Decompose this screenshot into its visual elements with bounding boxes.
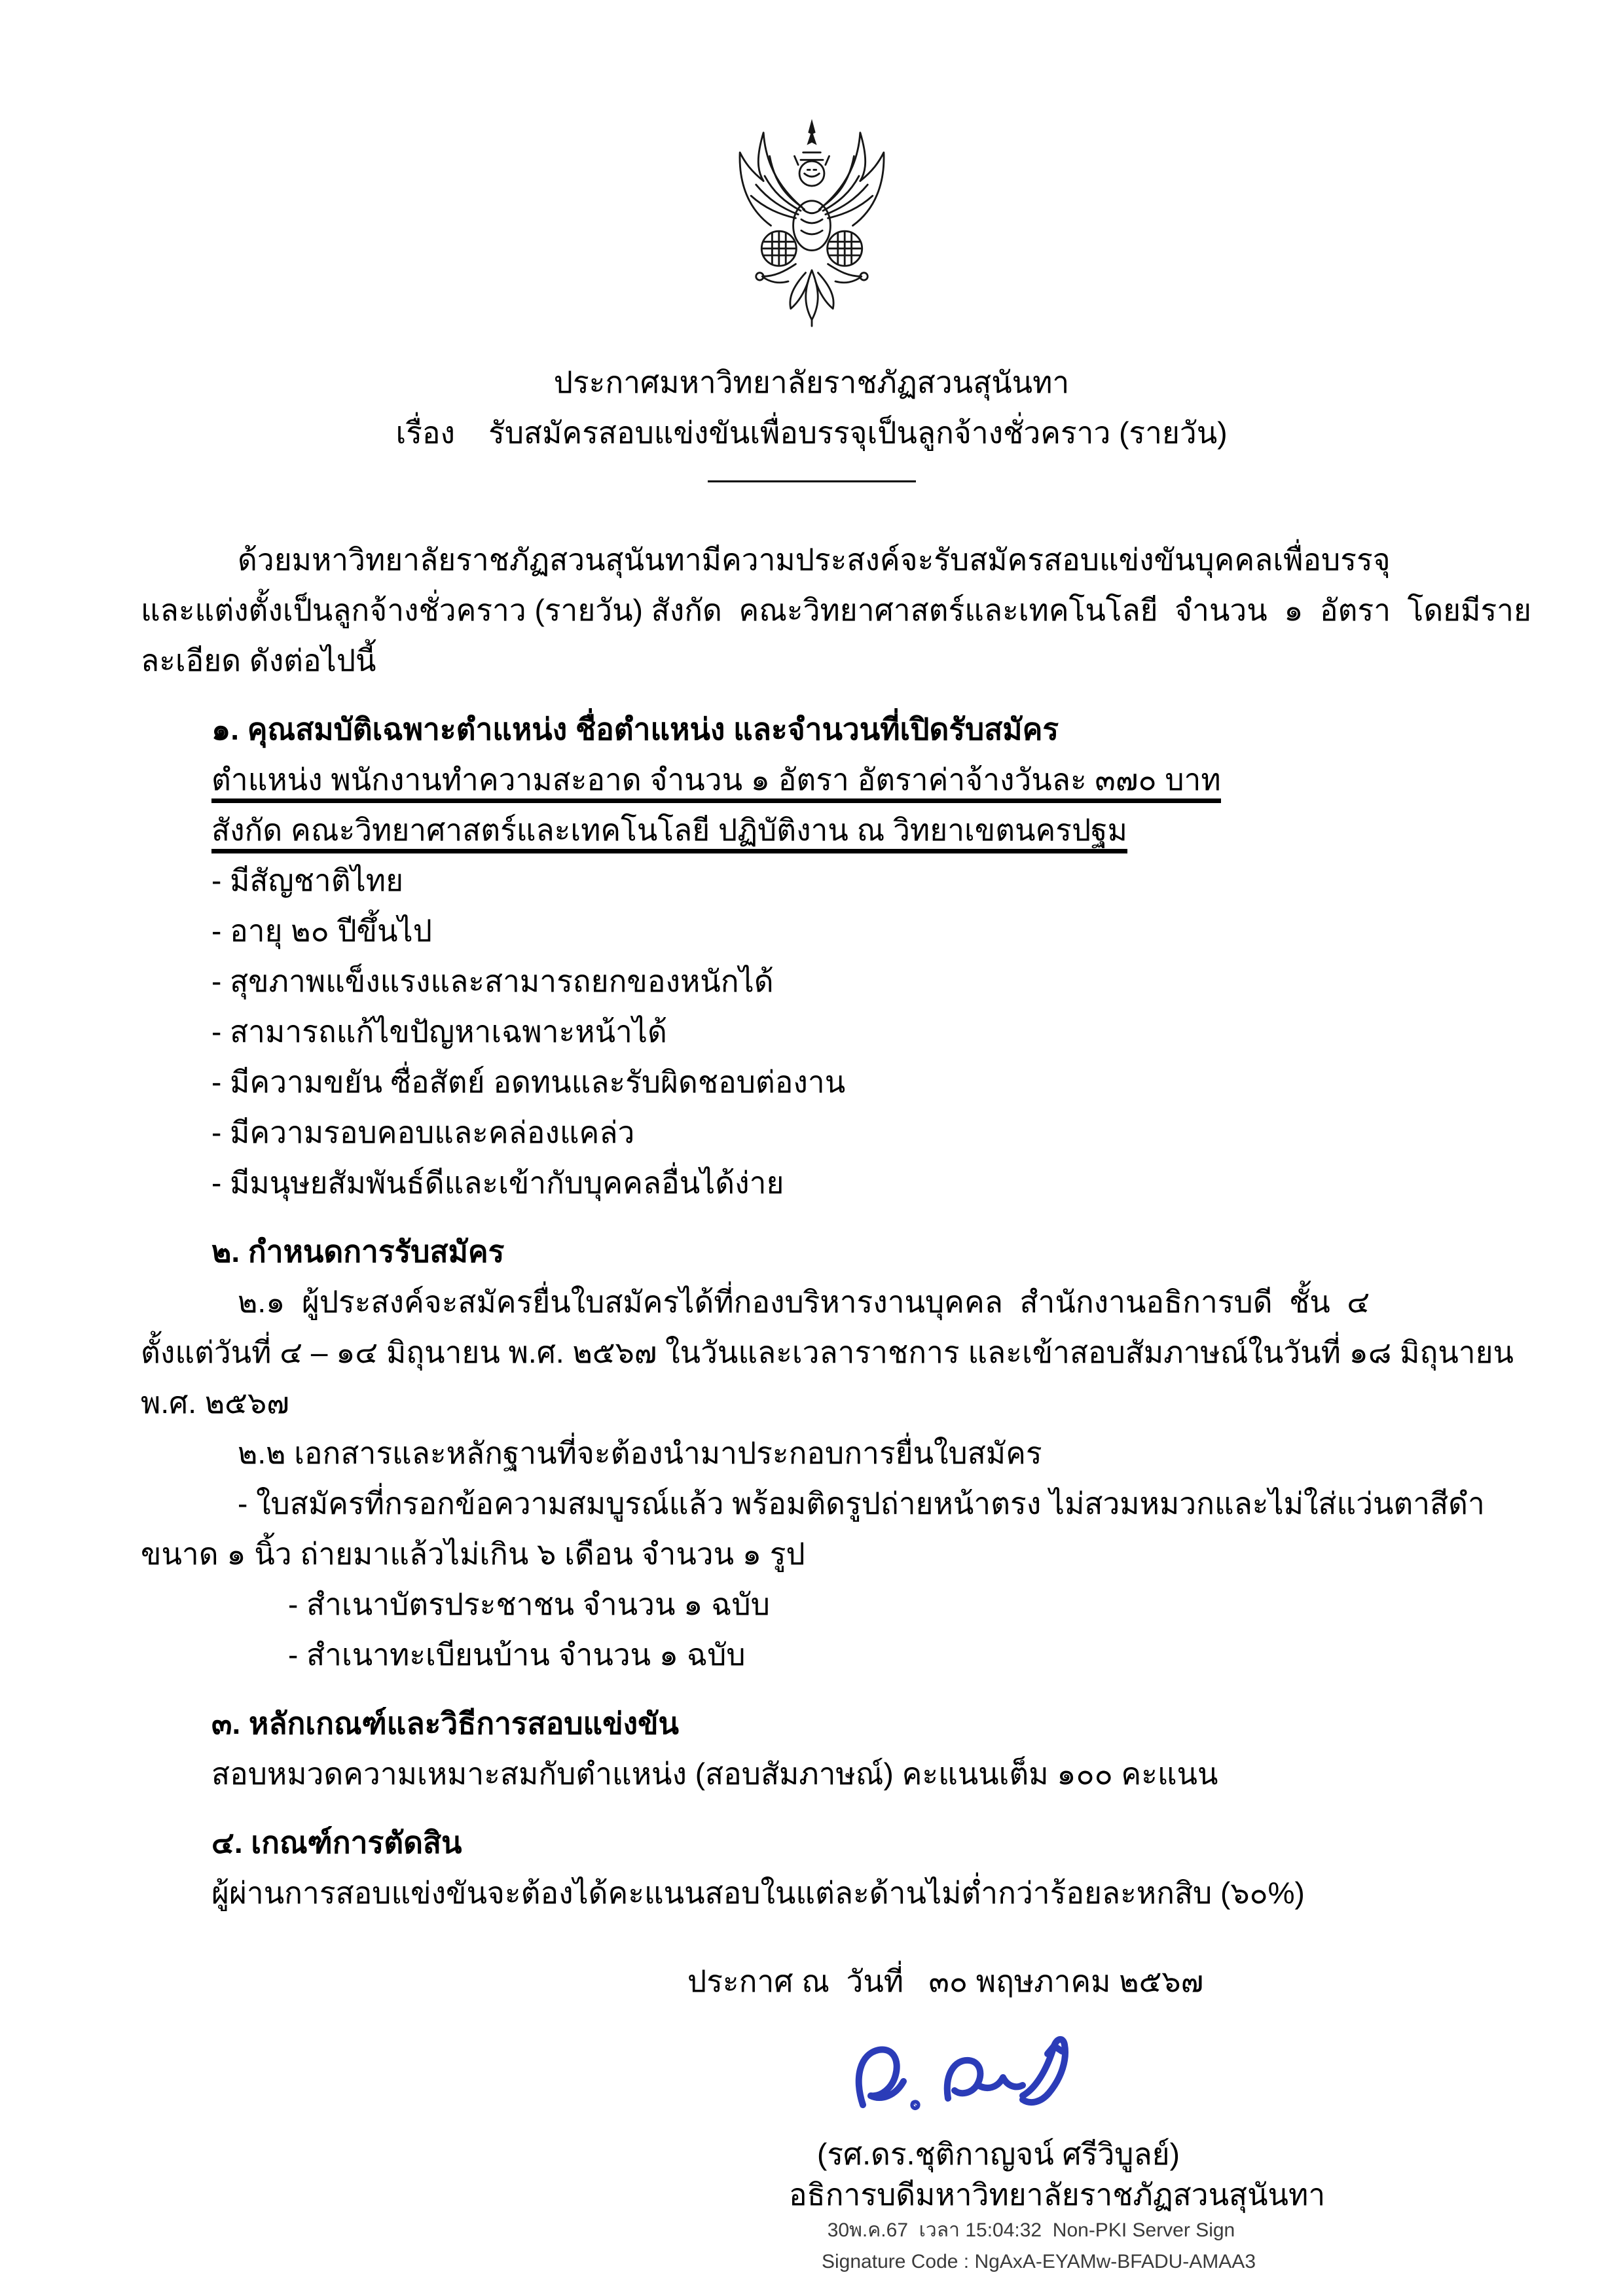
section1-heading: ๑. คุณสมบัติเฉพาะตำแหน่ง ชื่อตำแหน่ง และจำนวนที่เปิดรับสมัคร bbox=[211, 712, 1059, 746]
document-item-application-line2: ขนาด ๑ นิ้ว ถ่ายมาแล้วไม่เกิน ๖ เดือน จำนวน ๑ รูป bbox=[141, 1537, 805, 1571]
section1-position-line bbox=[141, 755, 1482, 805]
section2-p21-line3: พ.ศ. ๒๕๖๗ bbox=[141, 1386, 289, 1420]
intro-line-1: ด้วยมหาวิทยาลัยราชภัฏสวนสุนันทามีความประสงค์จะรับสมัครสอบแข่งขันบุคคลเพื่อบรรจุ bbox=[238, 543, 1391, 577]
qualification-item: - อายุ ๒๐ ปีขึ้นไป bbox=[211, 914, 432, 948]
section4-heading: ๔. เกณฑ์การตัดสิน bbox=[211, 1825, 462, 1859]
section4-body: ผู้ผ่านการสอบแข่งขันจะต้องได้คะแนนสอบในแต่ละด้านไม่ต่ำกว่าร้อยละหกสิบ (๖๐%) bbox=[211, 1876, 1305, 1910]
signer-title: อธิการบดีมหาวิทยาลัยราชภัฏสวนสุนันทา bbox=[789, 2178, 1326, 2212]
section2-heading: ๒. กำหนดการรับสมัคร bbox=[211, 1234, 505, 1268]
document-item-house-registration: - สำเนาทะเบียนบ้าน จำนวน ๑ ฉบับ bbox=[288, 1638, 746, 1672]
qualification-item: - มีความขยัน ซื่อสัตย์ อดทนและรับผิดชอบต่องาน bbox=[211, 1065, 846, 1099]
handwritten-signature bbox=[838, 2012, 1152, 2134]
garuda-emblem-icon bbox=[714, 117, 910, 327]
digital-signature-code: Signature Code : NgAxA-EYAMw-BFADU-AMAA3 bbox=[822, 2251, 1256, 2272]
garuda-emblem bbox=[141, 0, 1482, 327]
qualification-item: - สุขภาพแข็งแรงและสามารถยกของหนักได้ bbox=[211, 964, 774, 998]
qualification-item: - มีมนุษยสัมพันธ์ดีและเข้ากับบุคคลอื่นได้ง่าย bbox=[211, 1166, 784, 1200]
qualification-item: - สามารถแก้ไขปัญหาเฉพาะหน้าได้ bbox=[211, 1014, 667, 1049]
section2-p21-line1: ๒.๑ ผู้ประสงค์จะสมัครยื่นใบสมัครได้ที่กองบริหารงานบุคคล สำนักงานอธิการบดี ชั้น ๔ bbox=[238, 1285, 1370, 1319]
document-item-application-line1: - ใบสมัครที่กรอกข้อความสมบูรณ์แล้ว พร้อมติดรูปถ่ายหน้าตรง ไม่สวมหมวกและไม่ใส่แว่นตาสีดำ bbox=[238, 1486, 1485, 1520]
section1-affiliation-line bbox=[141, 805, 1482, 855]
announcement-date-line: ประกาศ ณ วันที่ ๓๐ พฤษภาคม ๒๕๖๗ bbox=[687, 1964, 1204, 1998]
document-item-id-card: - สำเนาบัตรประชาชน จำนวน ๑ ฉบับ bbox=[288, 1587, 770, 1621]
section3-body: สอบหมวดความเหมาะสมกับตำแหน่ง (สอบสัมภาษณ์) คะแนนเต็ม ๑๐๐ คะแนน bbox=[211, 1757, 1218, 1791]
intro-line-2: และแต่งตั้งเป็นลูกจ้างชั่วคราว (รายวัน) สังกัด คณะวิทยาศาสตร์และเทคโนโลยี จำนวน ๑ อัตรา โดยมีราย bbox=[141, 593, 1531, 627]
qualification-item: - มีสัญชาติไทย bbox=[211, 863, 404, 897]
signature-icon bbox=[838, 2012, 1152, 2134]
digital-sign-timestamp: 30พ.ค.67 เวลา 15:04:32 Non-PKI Server Sign bbox=[827, 2219, 1235, 2241]
qualification-item: - มีความรอบคอบและคล่องแคล่ว bbox=[211, 1115, 635, 1149]
section2-p22-heading: ๒.๒ เอกสารและหลักฐานที่จะต้องนำมาประกอบการยื่นใบสมัคร bbox=[238, 1436, 1042, 1470]
document-title: ประกาศมหาวิทยาลัยราชภัฏสวนสุนันทา bbox=[553, 365, 1070, 399]
document-subject: เรื่อง รับสมัครสอบแข่งขันเพื่อบรรจุเป็นลูกจ้างชั่วคราว (รายวัน) bbox=[395, 416, 1228, 450]
position-underlined-text: ตำแหน่ง พนักงานทำความสะอาด จำนวน ๑ อัตรา อัตราค่าจ้างวันละ ๓๗๐ บาท bbox=[211, 762, 1221, 803]
section3-heading: ๓. หลักเกณฑ์และวิธีการสอบแข่งขัน bbox=[211, 1706, 679, 1740]
divider-line bbox=[708, 480, 916, 482]
section2-p21-line2: ตั้งแต่วันที่ ๔ – ๑๔ มิถุนายน พ.ศ. ๒๕๖๗ ในวันและเวลาราชการ และเข้าสอบสัมภาษณ์ในวันที่ ๑๘ มิถุนายน bbox=[141, 1335, 1514, 1369]
signer-name: (รศ.ดร.ชุติกาญจน์ ศรีวิบูลย์) bbox=[817, 2137, 1180, 2171]
affiliation-underlined-text: สังกัด คณะวิทยาศาสตร์และเทคโนโลยี ปฏิบัติงาน ณ วิทยาเขตนครปฐม bbox=[211, 813, 1127, 853]
intro-line-3: ละเอียด ดังต่อไปนี้ bbox=[141, 643, 376, 677]
